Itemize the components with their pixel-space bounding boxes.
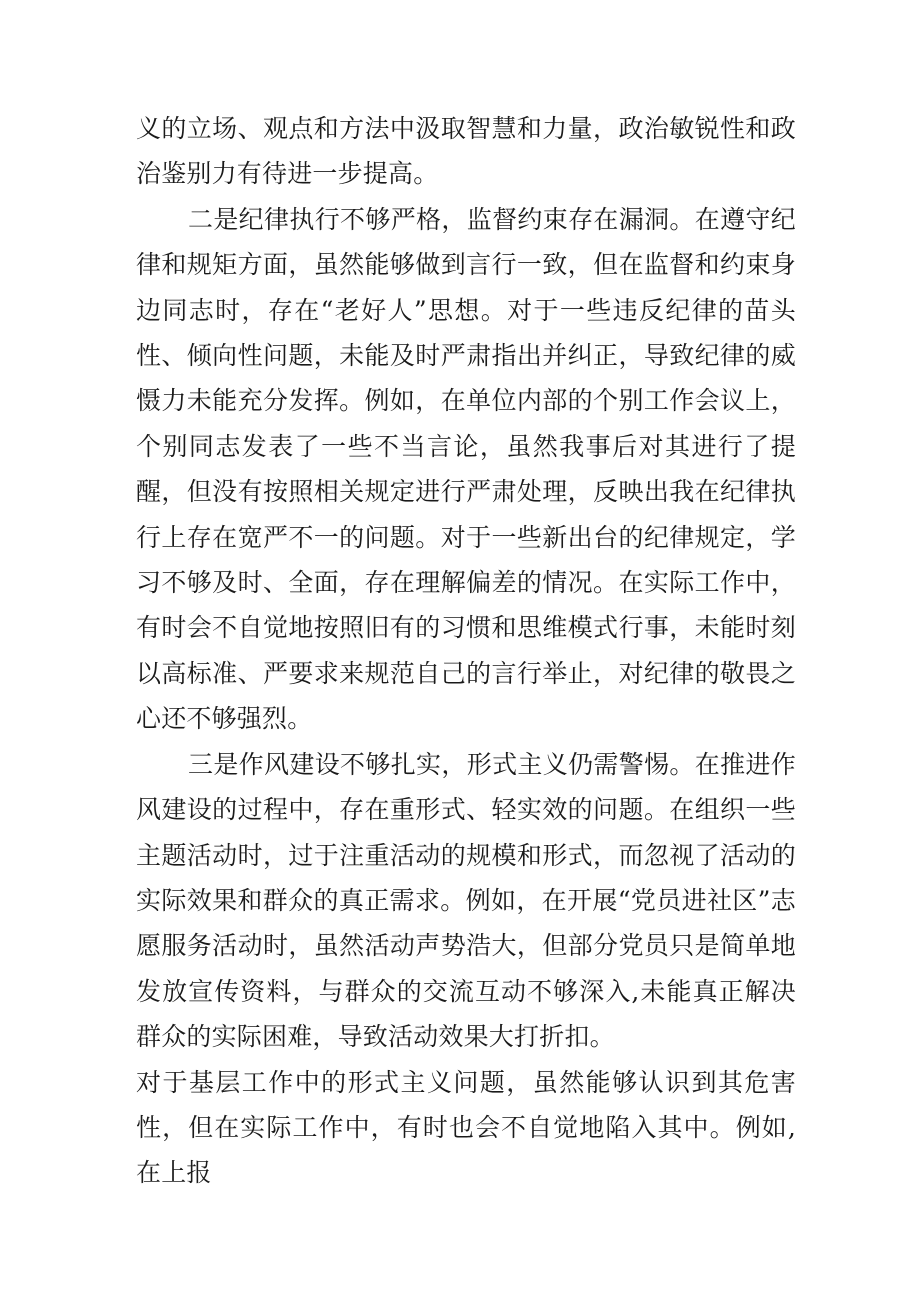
paragraph-work-style: 三是作风建设不够扎实，形式主义仍需警惕。在推进作风建设的过程中，存在重形式、轻实效的问题。在组织一些主题活动时，过于注重活动的规模和形式，而忽视了活动的实际效果和群众的真正需求。例如，在开展“党员进社区”志愿服务活动时，虽然活动声势浩大，但部分党员只是简单地发放宣传资料，与群众的交流互动不够深入,未能真正解决群众的实际困难，导致活动效果大打折扣。 (136, 749, 796, 1052)
paragraph-formalism: 对于基层工作中的形式主义问题，虽然能够认识到其危害性，但在实际工作中，有时也会不自觉地陷入其中。例如,在上报 (136, 1067, 796, 1188)
document-body (136, 106, 796, 1196)
paragraph-discipline: 二是纪律执行不够严格，监督约束存在漏洞。在遵守纪律和规矩方面，虽然能够做到言行一致，但在监督和约束身边同志时，存在“老好人”思想。对于一些违反纪律的苗头性、倾向性问题，未能及时严肃指出并纠正，导致纪律的威慑力未能充分发挥。例如，在单位内部的个别工作会议上，个别同志发表了一些不当言论，虽然我事后对其进行了提醒，但没有按照相关规定进行严肃处理，反映出我在纪律执行上存在宽严不一的问题。对于一些新出台的纪律规定，学习不够及时、全面，存在理解偏差的情况。在实际工作中，有时会不自觉地按照旧有的习惯和思维模式行事，未能时刻以高标准、严要求来规范自己的言行举止，对纪律的敬畏之心还不够强烈。 (136, 204, 796, 734)
paragraph-continuation: 义的立场、观点和方法中汲取智慧和力量，政治敏锐性和政治鉴别力有待进一步提高。 (136, 114, 796, 189)
